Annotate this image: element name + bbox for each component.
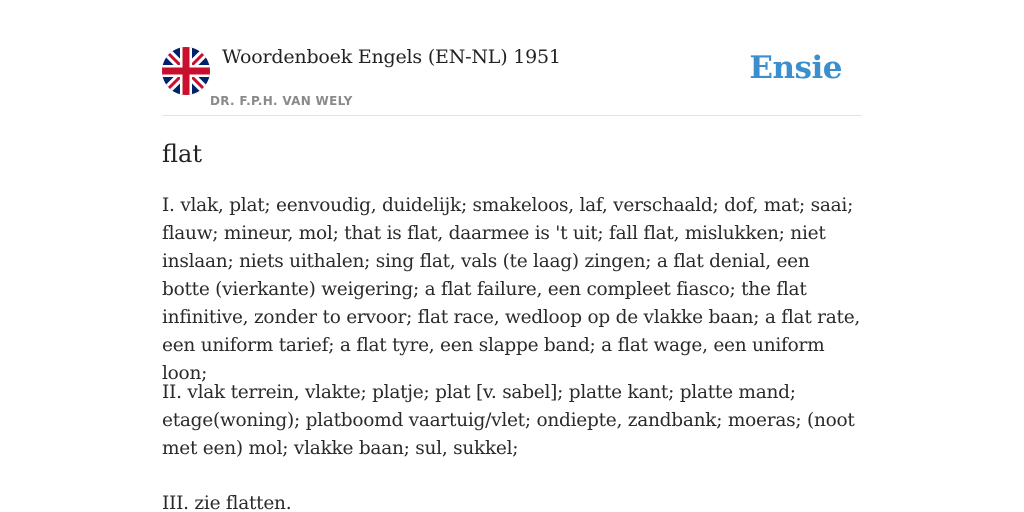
entry-sense-1: I. vlak, plat; eenvoudig, duidelijk; smakeloos, laf, verschaald; dof, mat; saai; flauw; mineur, mol; that is flat, daarmee is 't uit; fall flat, mislukken; niet inslaan; niets uithalen; sing flat, vals (te laag) zingen; a flat denial, een botte (vierkante) weigering; a flat failure, een compleet fiasco; the flat infinitive, zonder to ervoor; flat race, wedloop op de vlakke baan; a flat rate, een uniform tarief; a flat tyre, een slappe band; a flat wage, een uniform loon; <box>162 195 861 384</box>
entry-sense-3: III. zie flatten. <box>162 493 292 512</box>
dictionary-title[interactable]: Woordenboek Engels (EN-NL) 1951 <box>222 46 561 68</box>
author-name[interactable]: DR. F.P.H. VAN WELY <box>210 94 353 108</box>
entry-sense-2: II. vlak terrein, vlakte; platje; plat [v. sabel]; platte kant; platte mand; etage(woning); platboomd vaartuig/vlet; ondiepte, zandbank; moeras; (noot met een) mol; vlakke baan; sul, sukkel; <box>162 382 855 459</box>
page-container <box>162 0 862 512</box>
entry-headword: flat <box>162 140 202 168</box>
ensie-logo[interactable]: Ensie <box>749 50 842 86</box>
dictionary-header <box>162 0 862 116</box>
uk-flag-icon <box>162 47 210 95</box>
